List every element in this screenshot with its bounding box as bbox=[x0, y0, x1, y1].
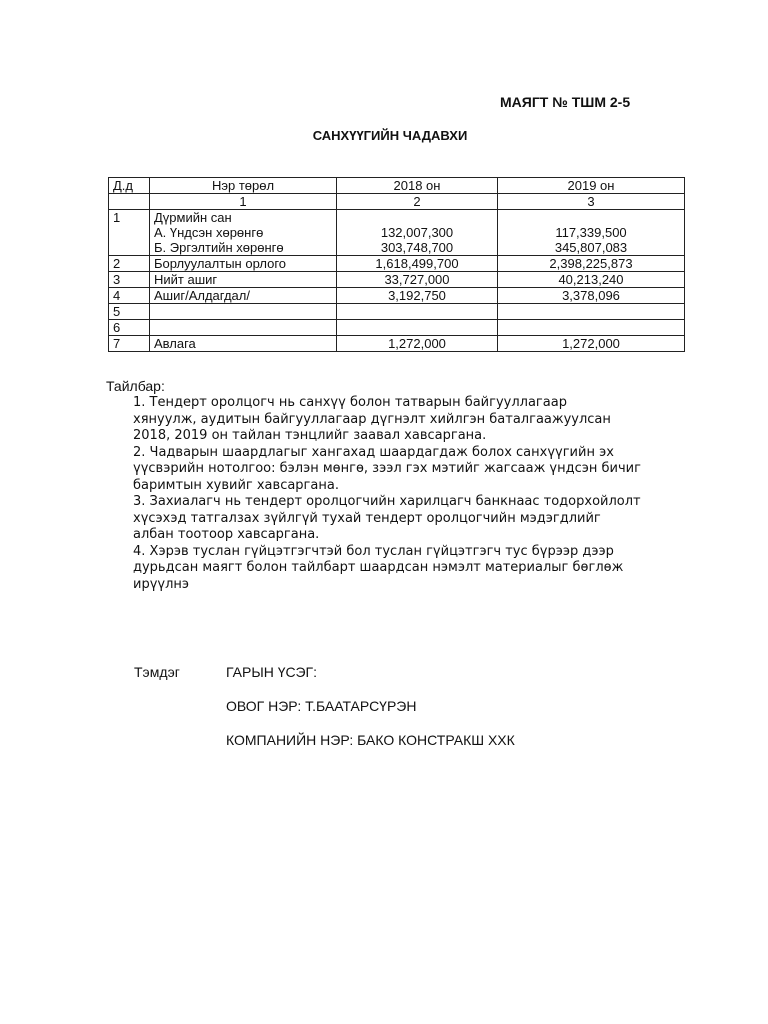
row-name bbox=[150, 210, 337, 256]
index-cell bbox=[109, 194, 150, 210]
header-2018: 2018 он bbox=[337, 178, 498, 194]
note-line: 1. Тендерт оролцогч нь санхүү болон татварын байгууллагаар bbox=[133, 395, 567, 410]
note-line: хүсэхэд татгалзах зүйлгүй тухай тендерт оролцогчийн мэдэгдлийг bbox=[133, 510, 601, 526]
index-cell: 3 bbox=[498, 194, 685, 210]
row-2019 bbox=[498, 210, 685, 256]
note-line: дурьдсан маягт болон тайлбарт шаардсан нэмэлт материалыг бөглөж bbox=[133, 560, 624, 575]
row-no: 3 bbox=[109, 272, 150, 288]
row-2019 bbox=[498, 320, 685, 336]
row-name bbox=[150, 304, 337, 320]
row-2019: 2,398,225,873 bbox=[498, 256, 685, 272]
name-line: ОВОГ НЭР: Т.БААТАРСҮРЭН bbox=[226, 698, 417, 714]
company-line: КОМПАНИЙН НЭР: БАКО КОНСТРАКШ ХХК bbox=[226, 732, 515, 748]
table-row bbox=[109, 256, 685, 272]
row-2019-value bbox=[502, 210, 680, 225]
index-cell: 2 bbox=[337, 194, 498, 210]
note-line: 4. Хэрэв туслан гүйцэтгэгчтэй бол туслан гүйцэтгэгч тус бүрээр дээр bbox=[133, 543, 614, 559]
row-no: 5 bbox=[109, 304, 150, 320]
row-2018: 3,192,750 bbox=[337, 288, 498, 304]
row-no: 7 bbox=[109, 336, 150, 352]
row-name-text: Дүрмийн сан bbox=[154, 210, 232, 225]
row-2018 bbox=[337, 210, 498, 256]
notes-label: Тайлбар: bbox=[106, 378, 165, 394]
header-2019: 2019 он bbox=[498, 178, 685, 194]
row-2019: 40,213,240 bbox=[498, 272, 685, 288]
document-title: САНХҮҮГИЙН ЧАДАВХИ bbox=[312, 128, 468, 143]
row-name bbox=[150, 320, 337, 336]
header-no: Д.д bbox=[109, 178, 150, 194]
row-2018: 33,727,000 bbox=[337, 272, 498, 288]
row-2018: 1,618,499,700 bbox=[337, 256, 498, 272]
note-line: 3. Захиалагч нь тендерт оролцогчийн харилцагч банкнаас тодорхойлолт bbox=[133, 494, 641, 509]
row-2018-value bbox=[341, 210, 493, 225]
row-2018-value: 132,007,300 bbox=[380, 225, 454, 240]
note-line: 2018, 2019 он тайлан тэнцлийг заавал хавсаргана. bbox=[133, 428, 487, 443]
table-row bbox=[109, 272, 685, 288]
row-no: 2 bbox=[109, 256, 150, 272]
table-row bbox=[109, 210, 685, 256]
note-line: баримтын хувийг хавсаргана. bbox=[133, 477, 339, 493]
index-cell: 1 bbox=[150, 194, 337, 210]
row-no: 1 bbox=[109, 210, 150, 256]
row-2019: 1,272,000 bbox=[498, 336, 685, 352]
row-no: 4 bbox=[109, 288, 150, 304]
row-name: Ашиг/Алдагдал/ bbox=[150, 288, 337, 304]
note-line: үүсвэрийн нотолгоо: бэлэн мөнгө, зээл гэх мэтийг жагсааж үндсэн бичиг bbox=[133, 461, 641, 476]
table-row bbox=[109, 304, 685, 320]
note-line: хянуулж, аудитын байгууллагаар дүгнэлт хийлгэн баталгаажуулсан bbox=[133, 411, 611, 427]
row-name-text: А. Үндсэн хөрөнгө bbox=[154, 225, 264, 240]
note-line: албан тоотоор хавсаргана. bbox=[133, 527, 320, 542]
table-header-row bbox=[109, 178, 685, 194]
row-2019: 3,378,096 bbox=[498, 288, 685, 304]
row-2018 bbox=[337, 320, 498, 336]
row-2019 bbox=[498, 304, 685, 320]
table-row bbox=[109, 336, 685, 352]
financial-capacity-table bbox=[108, 177, 685, 352]
table-row bbox=[109, 320, 685, 336]
note-line: ирүүлнэ bbox=[133, 576, 190, 592]
row-2018-value: 303,748,700 bbox=[380, 240, 454, 255]
row-2019-value: 117,339,500 bbox=[555, 225, 627, 240]
form-code: МАЯГТ № ТШМ 2-5 bbox=[500, 94, 631, 110]
row-no: 6 bbox=[109, 320, 150, 336]
header-name: Нэр төрөл bbox=[150, 178, 337, 194]
row-name-text: Б. Эргэлтийн хөрөнгө bbox=[154, 240, 284, 255]
notes-list bbox=[133, 395, 673, 593]
signature-line: ГАРЫН ҮСЭГ: bbox=[226, 664, 317, 680]
stamp-label: Тэмдэг bbox=[134, 664, 180, 680]
note-line: 2. Чадварын шаардлагыг хангахад шаардагдаж болох санхүүгийн эх bbox=[133, 444, 614, 460]
row-2018 bbox=[337, 304, 498, 320]
table-index-row bbox=[109, 194, 685, 210]
row-2019-value: 345,807,083 bbox=[554, 240, 628, 255]
row-name: Борлуулалтын орлого bbox=[150, 256, 337, 272]
row-name: Нийт ашиг bbox=[150, 272, 337, 288]
row-2018: 1,272,000 bbox=[337, 336, 498, 352]
table-row bbox=[109, 288, 685, 304]
row-name: Авлага bbox=[150, 336, 337, 352]
signature-block bbox=[226, 664, 515, 766]
